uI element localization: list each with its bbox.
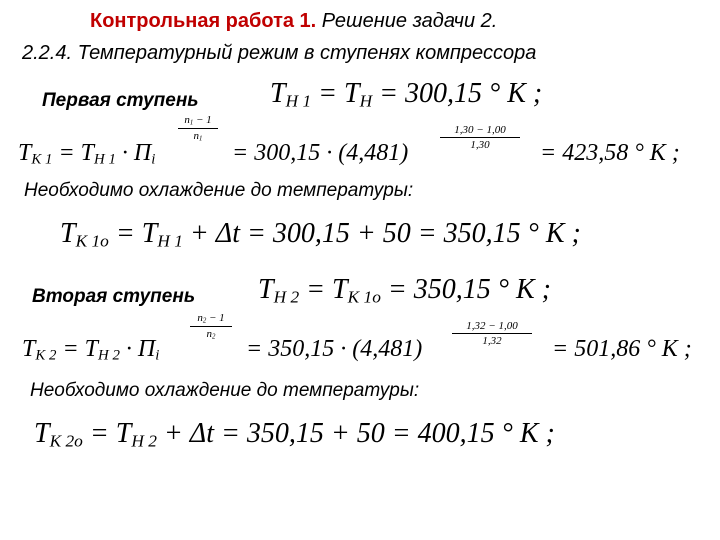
stage2-exp-den: $n_2$ xyxy=(206,327,216,341)
stage2-exponent xyxy=(190,312,232,340)
subtitle: 2.2.4. Температурный режим в ступенях компрессора xyxy=(22,42,537,64)
stage2-eq2c: = 501,86 ° K ; xyxy=(552,336,692,362)
stage1-label: Первая ступень xyxy=(42,90,199,111)
stage1-exponent xyxy=(178,114,218,142)
stage2-exp-num: $n_2 - 1$ xyxy=(197,312,225,325)
stage1-eq3: $T_{K 1o} = T_{H 1} + \Delta t = 300,15 + 50 = 350,15$ ° K ; xyxy=(60,218,581,251)
stage1-exp-den: $n_1$ xyxy=(193,129,203,143)
stage1-eq2: $T_{K 1} = T_{H 1} \cdot \Pi_i$ xyxy=(18,140,156,168)
page-title xyxy=(90,10,497,33)
title-bold: Контрольная работа 1. xyxy=(90,10,317,32)
stage2-eq2: $T_{K 2} = T_{H 2} \cdot \Pi_i$ xyxy=(22,336,160,364)
stage2-fraction xyxy=(452,320,532,347)
stage2-eq2b: = 350,15 · (4,481) xyxy=(246,336,423,362)
stage1-eq2b: = 300,15 · (4,481) xyxy=(232,140,409,166)
stage2-frac-den: 1,32 xyxy=(482,335,502,347)
stage2-label: Вторая ступень xyxy=(32,286,196,307)
stage1-frac-num: 1,30 − 1,00 xyxy=(454,124,506,136)
title-italic: Решение задачи 2. xyxy=(321,10,498,32)
stage1-frac-den: 1,30 xyxy=(470,139,490,151)
stage1-eq1: $T_{H 1} = T_H = 300,15$ ° K ; xyxy=(270,78,543,111)
stage2-note: Необходимо охлаждение до температуры: xyxy=(30,380,420,401)
stage1-eq2c: = 423,58 ° K ; xyxy=(540,140,680,166)
stage1-exp-num: $n_1 - 1$ xyxy=(184,114,212,127)
stage2-eq1: $T_{H 2} = T_{K 1o} = 350,15$ ° K ; xyxy=(258,274,551,307)
stage1-note: Необходимо охлаждение до температуры: xyxy=(24,180,414,201)
stage1-fraction xyxy=(440,124,520,151)
stage2-frac-num: 1,32 − 1,00 xyxy=(466,320,518,332)
stage2-eq3: $T_{K 2o} = T_{H 2} + \Delta t = 350,15 + 50 = 400,15$ ° K ; xyxy=(34,418,555,451)
